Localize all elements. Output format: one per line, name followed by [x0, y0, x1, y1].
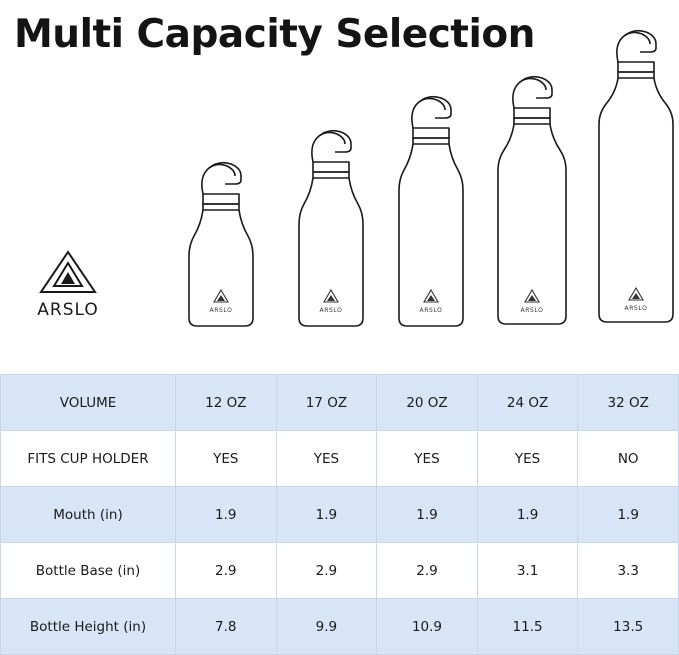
table-cell: 10.9	[377, 599, 478, 655]
row-label: Bottle Base (in)	[1, 543, 176, 599]
bottle-20oz	[383, 76, 479, 342]
table-cell: YES	[377, 431, 478, 487]
bottle-12oz	[173, 142, 269, 342]
bottle-24oz	[482, 56, 582, 342]
table-cell: 1.9	[578, 487, 679, 543]
table-row	[1, 487, 679, 543]
bottle-brand-text: ARSLO	[624, 305, 648, 312]
row-label: Mouth (in)	[1, 487, 176, 543]
page-title: Multi Capacity Selection	[14, 12, 535, 57]
table-cell: 1.9	[477, 487, 578, 543]
table-cell: 3.1	[477, 543, 578, 599]
table-cell: 1.9	[377, 487, 478, 543]
row-label: VOLUME	[1, 375, 176, 431]
bottle-brand-text: ARSLO	[319, 307, 343, 314]
table-row	[1, 375, 679, 431]
table-cell: 2.9	[176, 543, 277, 599]
table-row	[1, 431, 679, 487]
bottle-brand-text: ARSLO	[209, 307, 233, 314]
table-cell: 11.5	[477, 599, 578, 655]
brand-name: ARSLO	[37, 300, 99, 320]
table-cell: 1.9	[276, 487, 377, 543]
table-row	[1, 599, 679, 655]
table-cell: 13.5	[578, 599, 679, 655]
bottle-17oz	[283, 110, 379, 342]
table-cell: 3.3	[578, 543, 679, 599]
table-cell: YES	[477, 431, 578, 487]
table-cell: 2.9	[377, 543, 478, 599]
table-cell: 2.9	[276, 543, 377, 599]
table-row	[1, 543, 679, 599]
table-cell: 32 OZ	[578, 375, 679, 431]
table-cell: YES	[176, 431, 277, 487]
table-cell: 20 OZ	[377, 375, 478, 431]
table-cell: 1.9	[176, 487, 277, 543]
spec-table	[0, 374, 679, 655]
bottle-brand-text: ARSLO	[419, 307, 443, 314]
row-label: Bottle Height (in)	[1, 599, 176, 655]
table-cell: 17 OZ	[276, 375, 377, 431]
table-cell: 12 OZ	[176, 375, 277, 431]
table-cell: 24 OZ	[477, 375, 578, 431]
bottle-brand-text: ARSLO	[520, 307, 544, 314]
bottle-32oz	[584, 10, 679, 342]
table-cell: NO	[578, 431, 679, 487]
row-label: FITS CUP HOLDER	[1, 431, 176, 487]
table-cell: 9.9	[276, 599, 377, 655]
table-cell: 7.8	[176, 599, 277, 655]
table-cell: YES	[276, 431, 377, 487]
